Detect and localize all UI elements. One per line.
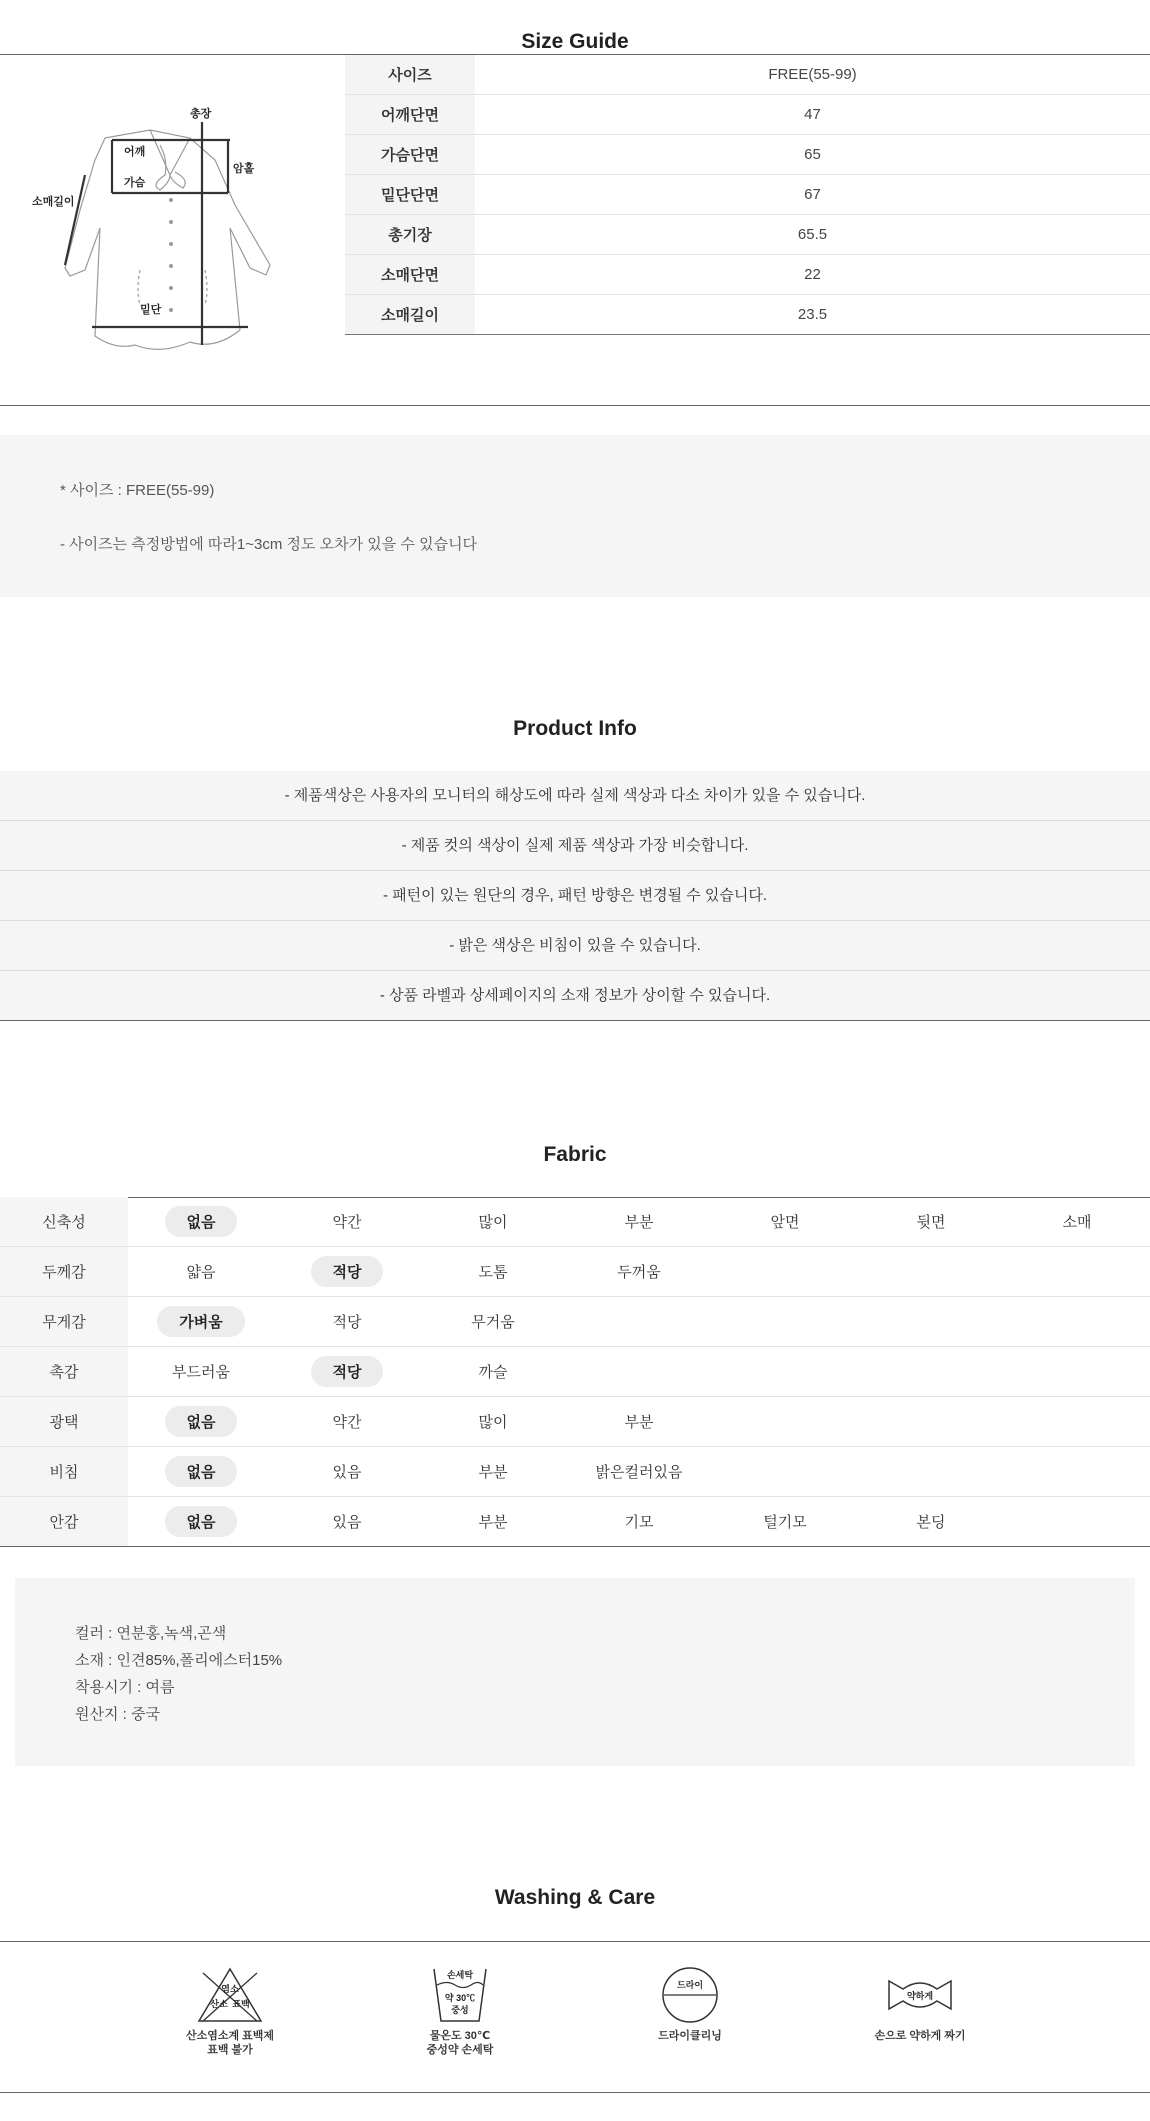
size-label: 소매길이 (345, 295, 475, 335)
fabric-option-cell (566, 1247, 712, 1297)
product-info-item: - 제품 컷의 색상이 실제 제품 색상과 가장 비슷합니다. (0, 821, 1150, 871)
fabric-option: 기모 (624, 1514, 654, 1531)
spec-line: 착용시기 : 여름 (75, 1679, 175, 1696)
svg-text:산소: 산소 (210, 1999, 228, 2009)
fabric-option-cell (566, 1497, 712, 1547)
size-row (345, 175, 1150, 215)
size-value: 65 (475, 135, 1150, 175)
size-row (345, 95, 1150, 135)
fabric-row (0, 1197, 1150, 1247)
fabric-option-cell (712, 1497, 858, 1547)
fabric-option: 있음 (332, 1514, 362, 1531)
fabric-option: 얇음 (186, 1264, 216, 1281)
fabric-attribute-label: 광택 (0, 1397, 128, 1447)
product-info-list (0, 771, 1150, 1021)
fabric-attribute-label: 무게감 (0, 1297, 128, 1347)
fabric-option-cell (128, 1197, 274, 1247)
fabric-option-selected: 가벼움 (157, 1306, 244, 1337)
fabric-option-cell (712, 1397, 858, 1447)
size-value: FREE(55-99) (475, 55, 1150, 95)
size-value: 67 (475, 175, 1150, 215)
diagram-label-chest: 가슴 (124, 177, 146, 189)
fabric-option: 약간 (332, 1214, 362, 1231)
fabric-option-selected: 없음 (165, 1456, 238, 1487)
fabric-option: 밝은컬러있음 (595, 1464, 683, 1481)
fabric-option-cell (274, 1397, 420, 1447)
fabric-option-cell (128, 1397, 274, 1447)
product-spec-box (15, 1578, 1135, 1766)
size-value: 23.5 (475, 295, 1150, 335)
size-row (345, 255, 1150, 295)
care-label: 손으로 약하게 짜기 (874, 2030, 966, 2042)
gentle-wring-icon (885, 1965, 955, 2025)
fabric-option-cell (858, 1397, 1004, 1447)
fabric-option-selected: 적당 (311, 1256, 384, 1287)
fabric-row (0, 1297, 1150, 1347)
fabric-row (0, 1247, 1150, 1297)
fabric-option: 많이 (478, 1214, 508, 1231)
size-value: 65.5 (475, 215, 1150, 255)
fabric-option-cell (858, 1447, 1004, 1497)
no-bleach-icon (195, 1965, 265, 2025)
fabric-option-cell (420, 1197, 566, 1247)
care-item-no-bleach (150, 1965, 310, 2057)
care-item-dry-clean (610, 1965, 770, 2043)
hand-wash-icon (425, 1965, 495, 2025)
fabric-option-cell (274, 1497, 420, 1547)
size-value: 47 (475, 95, 1150, 135)
fabric-option: 본딩 (916, 1514, 946, 1531)
fabric-row (0, 1347, 1150, 1397)
size-row (345, 55, 1150, 95)
fabric-option-cell (1004, 1247, 1150, 1297)
fabric-option: 있음 (332, 1464, 362, 1481)
diagram-label-shoulder: 어깨 (124, 146, 146, 158)
fabric-option-cell (566, 1297, 712, 1347)
fabric-option-cell (712, 1347, 858, 1397)
fabric-option-cell (274, 1297, 420, 1347)
care-label: 물온도 30℃ 중성약 손세탁 (426, 2030, 494, 2056)
fabric-option-cell (1004, 1197, 1150, 1247)
size-table (345, 55, 1150, 335)
fabric-option-cell (858, 1247, 1004, 1297)
fabric-option: 소매 (1062, 1214, 1092, 1231)
spec-line: 소재 : 인견85%,폴리에스터15% (75, 1652, 283, 1669)
fabric-attribute-label: 신축성 (0, 1197, 128, 1247)
svg-text:손세탁: 손세탁 (446, 1970, 474, 1980)
diagram-label-sleeve-length: 소매길이 (32, 196, 75, 208)
fabric-table (0, 1197, 1150, 1547)
fabric-option: 많이 (478, 1414, 508, 1431)
fabric-option-cell (858, 1297, 1004, 1347)
fabric-option: 털기모 (763, 1514, 807, 1531)
size-row (345, 135, 1150, 175)
fabric-option-cell (566, 1347, 712, 1397)
fabric-option-cell (1004, 1297, 1150, 1347)
fabric-option-cell (1004, 1497, 1150, 1547)
spec-line: 컬러 : 연분홍,녹색,곤색 (75, 1625, 227, 1642)
fabric-option-cell (420, 1447, 566, 1497)
fabric-option-cell (712, 1197, 858, 1247)
fabric-option-cell (566, 1397, 712, 1447)
fabric-option: 부분 (624, 1214, 654, 1231)
fabric-option-cell (128, 1347, 274, 1397)
svg-text:중성: 중성 (451, 2005, 469, 2015)
size-row (345, 295, 1150, 335)
garment-measurement-diagram (32, 100, 285, 360)
fabric-option-selected: 없음 (165, 1506, 238, 1537)
fabric-option: 약간 (332, 1414, 362, 1431)
diagram-label-armhole: 암홀 (233, 163, 255, 175)
fabric-option-cell (858, 1497, 1004, 1547)
fabric-row (0, 1497, 1150, 1547)
size-note: * 사이즈 : FREE(55-99) (60, 482, 215, 499)
dry-clean-icon (655, 1965, 725, 2025)
fabric-attribute-label: 두께감 (0, 1247, 128, 1297)
spec-line: 원산지 : 중국 (75, 1706, 160, 1723)
fabric-option-cell (128, 1497, 274, 1547)
product-info-item: - 밝은 색상은 비침이 있을 수 있습니다. (0, 921, 1150, 971)
size-label: 밑단단면 (345, 175, 475, 215)
fabric-option-cell (858, 1347, 1004, 1397)
size-label: 어깨단면 (345, 95, 475, 135)
fabric-option-cell (274, 1447, 420, 1497)
fabric-option-cell (1004, 1347, 1150, 1397)
care-item-hand-wash (380, 1965, 540, 2057)
fabric-option: 부분 (478, 1464, 508, 1481)
diagram-label-hem: 밑단 (140, 304, 162, 316)
diagram-label-length: 총장 (190, 108, 212, 120)
size-label: 소매단면 (345, 255, 475, 295)
fabric-option: 부분 (478, 1514, 508, 1531)
fabric-option: 뒷면 (916, 1214, 946, 1231)
fabric-title: Fabric (543, 1143, 607, 1166)
fabric-option-cell (420, 1297, 566, 1347)
fabric-option-cell (566, 1447, 712, 1497)
fabric-option-cell (128, 1247, 274, 1297)
fabric-option-cell (274, 1197, 420, 1247)
product-info-item: - 패턴이 있는 원단의 경우, 패턴 방향은 변경될 수 있습니다. (0, 871, 1150, 921)
svg-text:염소: 염소 (221, 1984, 239, 1994)
svg-text:드라이: 드라이 (676, 1980, 704, 1990)
size-label: 사이즈 (345, 55, 475, 95)
washing-title: Washing & Care (494, 1886, 656, 1909)
svg-text:약 30℃: 약 30℃ (444, 1993, 476, 2003)
fabric-option-cell (420, 1397, 566, 1447)
fabric-option: 부드러움 (172, 1364, 230, 1381)
product-info-item: - 제품색상은 사용자의 모니터의 해상도에 따라 실제 색상과 다소 차이가 있을 수 있습니다. (0, 771, 1150, 821)
fabric-row (0, 1397, 1150, 1447)
fabric-option-cell (274, 1347, 420, 1397)
size-note-box (0, 435, 1150, 597)
fabric-option: 적당 (332, 1314, 362, 1331)
fabric-attribute-label: 안감 (0, 1497, 128, 1547)
fabric-option-cell (1004, 1397, 1150, 1447)
fabric-option: 앞면 (770, 1214, 800, 1231)
fabric-option-cell (128, 1297, 274, 1347)
fabric-option-cell (712, 1297, 858, 1347)
svg-text:약하게: 약하게 (906, 1991, 934, 2001)
product-info-title: Product Info (513, 717, 637, 740)
fabric-option: 두꺼움 (617, 1264, 661, 1281)
fabric-option-cell (420, 1347, 566, 1397)
fabric-row (0, 1447, 1150, 1497)
fabric-attribute-label: 촉감 (0, 1347, 128, 1397)
fabric-option-selected: 없음 (165, 1206, 238, 1237)
size-value: 22 (475, 255, 1150, 295)
size-row (345, 215, 1150, 255)
fabric-option-cell (712, 1247, 858, 1297)
fabric-option-cell (1004, 1447, 1150, 1497)
divider (0, 405, 1150, 406)
divider (0, 1941, 1150, 1942)
fabric-option-cell (420, 1247, 566, 1297)
product-info-item: - 상품 라벨과 상세페이지의 소재 정보가 상이할 수 있습니다. (0, 971, 1150, 1020)
fabric-option-cell (858, 1197, 1004, 1247)
size-guide-title: Size Guide (521, 30, 629, 53)
fabric-option-cell (274, 1247, 420, 1297)
fabric-option: 까슬 (478, 1364, 508, 1381)
care-label: 산소염소계 표백제 표백 불가 (185, 2030, 275, 2056)
fabric-option-cell (566, 1197, 712, 1247)
fabric-option-cell (128, 1447, 274, 1497)
fabric-option-selected: 없음 (165, 1406, 238, 1437)
care-label: 드라이클리닝 (658, 2030, 722, 2042)
care-item-gentle-wring (840, 1965, 1000, 2043)
svg-text:표백: 표백 (232, 1999, 250, 2009)
size-note: - 사이즈는 측정방법에 따라1~3cm 정도 오차가 있을 수 있습니다 (60, 536, 478, 553)
fabric-option-selected: 적당 (311, 1356, 384, 1387)
fabric-option-cell (420, 1497, 566, 1547)
fabric-attribute-label: 비침 (0, 1447, 128, 1497)
divider (0, 2092, 1150, 2093)
size-label: 가슴단면 (345, 135, 475, 175)
fabric-option: 부분 (624, 1414, 654, 1431)
fabric-option: 무거움 (471, 1314, 515, 1331)
size-label: 총기장 (345, 215, 475, 255)
fabric-option: 도톰 (478, 1264, 508, 1281)
fabric-option-cell (712, 1447, 858, 1497)
